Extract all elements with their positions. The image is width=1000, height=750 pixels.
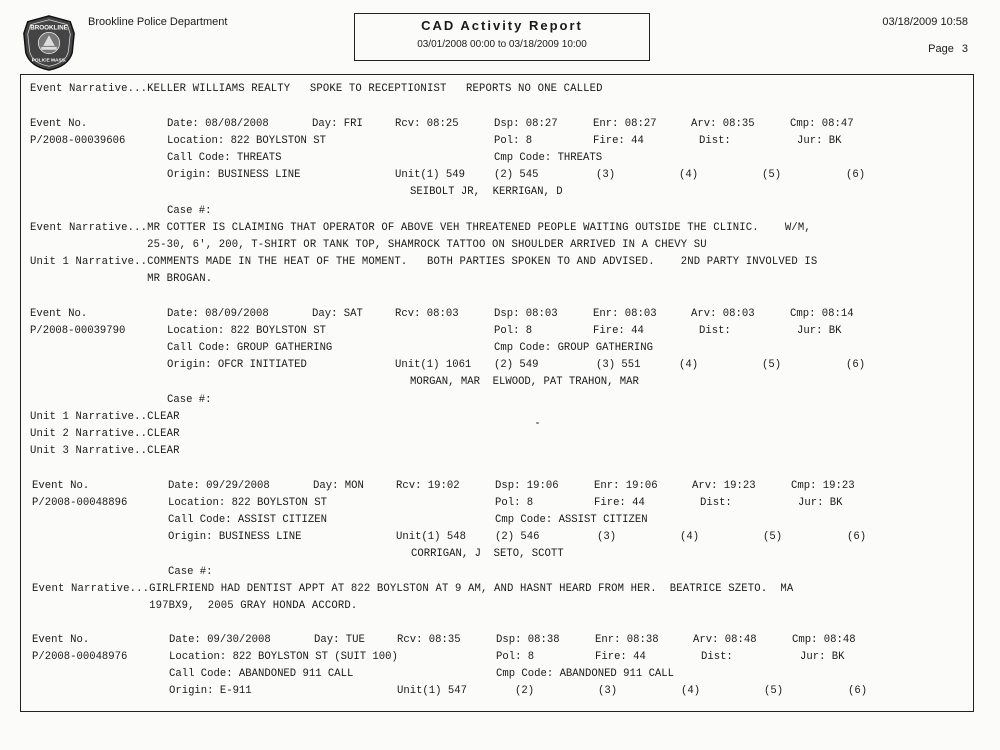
event-date: Date: 09/29/2008 <box>168 480 270 492</box>
event-unit-1: Unit(1) 548 <box>396 531 466 543</box>
event-pol: Pol: 8 <box>496 651 535 663</box>
event-origin: Origin: BUSINESS LINE <box>168 531 302 543</box>
scan-speck <box>536 422 539 424</box>
event-cmp-code: Cmp Code: THREATS <box>494 152 603 164</box>
event-number: P/2008-00039790 <box>30 325 126 337</box>
event-unit-6: (6) <box>847 531 867 543</box>
event-day: Day: SAT <box>312 308 363 320</box>
event-pol: Pol: 8 <box>494 325 533 337</box>
event-unit-3: (3) <box>596 169 616 181</box>
event-officers: CORRIGAN, J SETO, SCOTT <box>411 548 564 560</box>
event-date: Date: 08/09/2008 <box>167 308 269 320</box>
event-origin: Origin: BUSINESS LINE <box>167 169 301 181</box>
event-unit-4: (4) <box>679 169 699 181</box>
event-cmp-code: Cmp Code: ASSIST CITIZEN <box>495 514 648 526</box>
event-cmp: Cmp: 08:48 <box>792 634 856 646</box>
event-dsp: Dsp: 19:06 <box>495 480 559 492</box>
event-location: Location: 822 BOYLSTON ST (SUIT 100) <box>169 651 398 663</box>
event-jur: Jur: BK <box>797 325 842 337</box>
report-date-range: 03/01/2008 00:00 to 03/18/2009 10:00 <box>417 39 587 50</box>
event-unit-1: Unit(1) 1061 <box>395 359 472 371</box>
event-day: Day: FRI <box>312 118 363 130</box>
event-unit-5: (5) <box>762 169 782 181</box>
event-location: Location: 822 BOYLSTON ST <box>167 135 326 147</box>
event-cmp: Cmp: 19:23 <box>791 480 855 492</box>
event-jur: Jur: BK <box>798 497 843 509</box>
event-location: Location: 822 BOYLSTON ST <box>168 497 327 509</box>
event-unit-4: (4) <box>679 359 699 371</box>
event-dist: Dist: <box>699 135 731 147</box>
event-no-label: Event No. <box>32 634 90 646</box>
narrative-line: Event Narrative...MR COTTER IS CLAIMING THAT OPERATOR OF ABOVE VEH THREATENED PEOPLE WAITING OUTSIDE THE CLINIC. W/M, <box>30 222 811 234</box>
narrative-line: MR BROGAN. <box>30 273 213 285</box>
event-narrative-line: Event Narrative...KELLER WILLIAMS REALTY SPOKE TO RECEPTIONIST REPORTS NO ONE CALLED <box>30 83 603 95</box>
event-dsp: Dsp: 08:03 <box>494 308 558 320</box>
event-unit-5: (5) <box>764 685 784 697</box>
page-indicator <box>920 43 968 55</box>
event-arv: Arv: 19:23 <box>692 480 756 492</box>
event-number: P/2008-00048976 <box>32 651 128 663</box>
event-unit-2: (2) 545 <box>494 169 539 181</box>
event-dist: Dist: <box>700 497 732 509</box>
event-date: Date: 08/08/2008 <box>167 118 269 130</box>
event-unit-3: (3) <box>598 685 618 697</box>
report-title: CAD Activity Report <box>421 18 583 33</box>
event-case-number: Case #: <box>167 205 212 217</box>
narrative-line: Event Narrative...GIRLFRIEND HAD DENTIST APPT AT 822 BOYLSTON AT 9 AM, AND HASNT HEARD FROM HER. BEATRICE SZETO. MA <box>32 583 794 595</box>
event-case-number: Case #: <box>168 566 213 578</box>
event-call-code: Call Code: ASSIST CITIZEN <box>168 514 327 526</box>
event-location: Location: 822 BOYLSTON ST <box>167 325 326 337</box>
event-jur: Jur: BK <box>800 651 845 663</box>
page-number: 3 <box>961 43 968 55</box>
event-rcv: Rcv: 08:03 <box>395 308 459 320</box>
event-fire: Fire: 44 <box>593 325 644 337</box>
event-dsp: Dsp: 08:38 <box>496 634 560 646</box>
event-fire: Fire: 44 <box>595 651 646 663</box>
event-number: P/2008-00048896 <box>32 497 128 509</box>
event-arv: Arv: 08:48 <box>693 634 757 646</box>
event-rcv: Rcv: 19:02 <box>396 480 460 492</box>
event-origin: Origin: E-911 <box>169 685 252 697</box>
event-cmp: Cmp: 08:47 <box>790 118 854 130</box>
svg-text:BROOKLINE: BROOKLINE <box>30 24 68 32</box>
narrative-line: Unit 3 Narrative..CLEAR <box>30 445 180 457</box>
report-title-box <box>354 13 650 61</box>
event-unit-3: (3) 551 <box>596 359 641 371</box>
narrative-line: Unit 1 Narrative..COMMENTS MADE IN THE HEAT OF THE MOMENT. BOTH PARTIES SPOKEN TO AND ADVISED. 2ND PARTY INVOLVED IS <box>30 256 818 268</box>
event-no-label: Event No. <box>30 308 88 320</box>
event-call-code: Call Code: ABANDONED 911 CALL <box>169 668 354 680</box>
narrative-line: Unit 1 Narrative..CLEAR <box>30 411 180 423</box>
event-unit-1: Unit(1) 549 <box>395 169 465 181</box>
event-unit-6: (6) <box>846 359 866 371</box>
event-unit-2: (2) 546 <box>495 531 540 543</box>
event-dist: Dist: <box>701 651 733 663</box>
department-name: Brookline Police Department <box>88 16 228 28</box>
event-unit-6: (6) <box>846 169 866 181</box>
event-unit-6: (6) <box>848 685 868 697</box>
event-date: Date: 09/30/2008 <box>169 634 271 646</box>
event-cmp: Cmp: 08:14 <box>790 308 854 320</box>
event-unit-4: (4) <box>680 531 700 543</box>
event-officers: MORGAN, MAR ELWOOD, PAT TRAHON, MAR <box>410 376 639 388</box>
event-dsp: Dsp: 08:27 <box>494 118 558 130</box>
event-rcv: Rcv: 08:25 <box>395 118 459 130</box>
event-enr: Enr: 08:03 <box>593 308 657 320</box>
event-enr: Enr: 19:06 <box>594 480 658 492</box>
event-cmp-code: Cmp Code: GROUP GATHERING <box>494 342 653 354</box>
print-datetime: 03/18/2009 10:58 <box>882 16 968 28</box>
event-day: Day: MON <box>313 480 364 492</box>
event-no-label: Event No. <box>30 118 88 130</box>
narrative-line: 197BX9, 2005 GRAY HONDA ACCORD. <box>32 600 358 612</box>
event-call-code: Call Code: THREATS <box>167 152 282 164</box>
event-number: P/2008-00039606 <box>30 135 126 147</box>
event-arv: Arv: 08:03 <box>691 308 755 320</box>
event-unit-5: (5) <box>762 359 782 371</box>
police-badge-logo <box>20 14 78 72</box>
event-unit-3: (3) <box>597 531 617 543</box>
event-unit-5: (5) <box>763 531 783 543</box>
event-enr: Enr: 08:27 <box>593 118 657 130</box>
event-arv: Arv: 08:35 <box>691 118 755 130</box>
event-fire: Fire: 44 <box>593 135 644 147</box>
narrative-line: 25-30, 6', 200, T-SHIRT OR TANK TOP, SHAMROCK TATTOO ON SHOULDER ARRIVED IN A CHEVY SU <box>30 239 707 251</box>
event-no-label: Event No. <box>32 480 90 492</box>
event-jur: Jur: BK <box>797 135 842 147</box>
event-fire: Fire: 44 <box>594 497 645 509</box>
event-day: Day: TUE <box>314 634 365 646</box>
event-pol: Pol: 8 <box>495 497 534 509</box>
event-origin: Origin: OFCR INITIATED <box>167 359 307 371</box>
page-label: Page <box>928 43 954 55</box>
event-unit-4: (4) <box>681 685 701 697</box>
event-rcv: Rcv: 08:35 <box>397 634 461 646</box>
event-unit-2: (2) 549 <box>494 359 539 371</box>
event-dist: Dist: <box>699 325 731 337</box>
narrative-line: Unit 2 Narrative..CLEAR <box>30 428 180 440</box>
event-unit-1: Unit(1) 547 <box>397 685 467 697</box>
event-pol: Pol: 8 <box>494 135 533 147</box>
event-officers: SEIBOLT JR, KERRIGAN, D <box>410 186 563 198</box>
event-case-number: Case #: <box>167 394 212 406</box>
event-unit-2: (2) <box>515 685 535 697</box>
event-enr: Enr: 08:38 <box>595 634 659 646</box>
event-cmp-code: Cmp Code: ABANDONED 911 CALL <box>496 668 675 680</box>
svg-text:POLICE MASS.: POLICE MASS. <box>31 58 67 64</box>
event-call-code: Call Code: GROUP GATHERING <box>167 342 333 354</box>
